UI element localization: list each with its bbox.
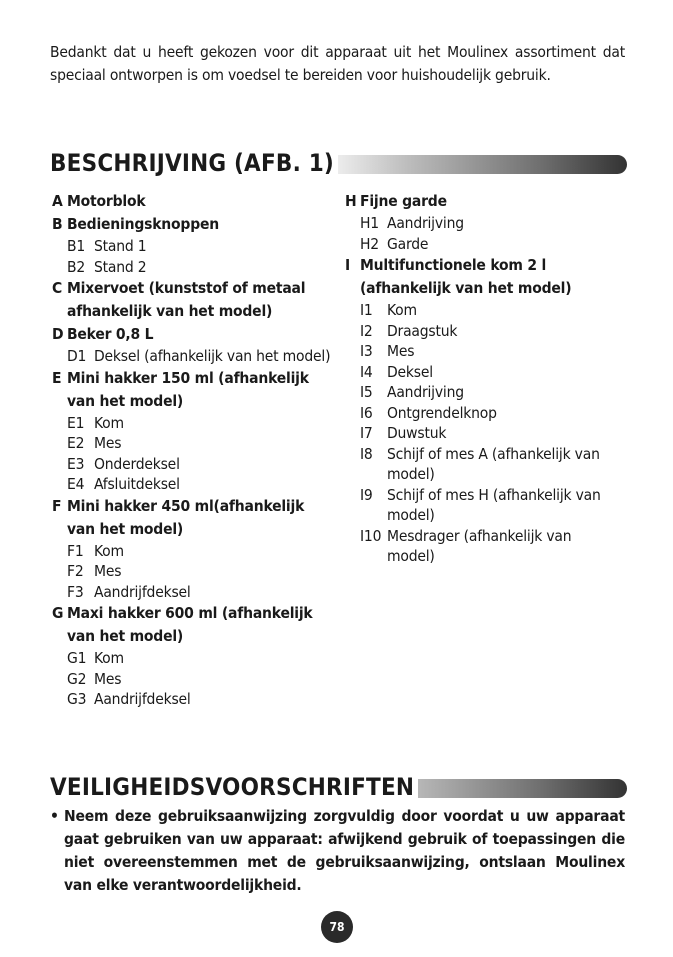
parts-list-left: [52, 190, 332, 710]
sub-part-e2: [52, 433, 332, 454]
sub-part-f3: [52, 582, 332, 603]
bullet: •: [50, 807, 59, 825]
sub-part-i2: [345, 321, 613, 342]
intro-paragraph: Bedankt dat u heeft gekozen voor dit apparaat uit het Moulinex assortiment dat speciaal ontworpen is om voedsel te bereiden voor huishoudelijk gebruik.: [50, 43, 625, 84]
sub-part-d1: [52, 346, 332, 367]
part-item-a: [52, 190, 332, 213]
page-number: 78: [321, 911, 353, 943]
sub-part-code: F1: [67, 541, 84, 560]
sub-part-code: G3: [67, 690, 87, 708]
sub-part-label: Mes: [94, 669, 122, 688]
sub-part-code: I5: [360, 383, 373, 401]
sub-part-label: Mesdrager (afhankelijk van model): [387, 526, 572, 565]
part-label: Bedieningsknoppen: [67, 215, 219, 233]
sub-part-i1: [345, 300, 613, 321]
sub-part-label: Kom: [94, 649, 124, 667]
sub-part-label: Kom: [94, 541, 124, 560]
part-item-b: [52, 213, 332, 236]
sub-part-label: Stand 2: [94, 257, 147, 276]
sub-part-code: E4: [67, 475, 85, 493]
sub-part-i9: [345, 485, 613, 526]
sub-part-e3: [52, 454, 332, 475]
sub-part-label: Draagstuk: [387, 321, 458, 340]
part-letter: I: [345, 256, 350, 274]
sub-part-code: I6: [360, 403, 373, 422]
sub-part-code: G2: [67, 669, 87, 688]
part-letter: E: [52, 368, 62, 387]
sub-part-code: F3: [67, 582, 84, 601]
description-heading-bar: [50, 149, 627, 179]
sub-part-label: Aandrijfdeksel: [94, 690, 191, 708]
sub-part-code: I10: [360, 526, 382, 545]
part-item-h: [345, 190, 613, 213]
sub-part-code: E3: [67, 454, 85, 473]
sub-part-code: H2: [360, 234, 379, 253]
part-label: Mixervoet (kunststof of metaal afhankelijk van het model): [67, 279, 306, 320]
part-letter: D: [52, 325, 64, 343]
sub-part-label: Deksel: [387, 362, 433, 381]
parts-list-right: [345, 190, 613, 567]
sub-part-code: E1: [67, 413, 85, 432]
part-letter: A: [52, 192, 63, 210]
sub-part-h1: [345, 213, 613, 234]
sub-part-code: B1: [67, 237, 86, 255]
sub-part-code: I4: [360, 362, 373, 381]
part-label: Beker 0,8 L: [67, 325, 154, 343]
sub-part-b1: [52, 236, 332, 257]
sub-part-label: Kom: [94, 413, 124, 432]
sub-part-g1: [52, 648, 332, 669]
sub-part-i4: [345, 362, 613, 383]
safety-heading-bar: [50, 773, 627, 803]
sub-part-i10: [345, 526, 613, 567]
sub-part-i8: [345, 444, 613, 485]
sub-part-code: B2: [67, 257, 86, 276]
sub-part-code: D1: [67, 347, 87, 365]
sub-part-label: Mes: [94, 434, 122, 452]
sub-part-label: Duwstuk: [387, 424, 447, 442]
sub-part-i5: [345, 382, 613, 403]
sub-part-label: Deksel (afhankelijk van het model): [94, 347, 331, 365]
description-heading: BESCHRIJVING (AFB. 1): [50, 148, 338, 178]
sub-part-label: Aandrijving: [387, 383, 464, 401]
sub-part-label: Aandrijving: [387, 214, 464, 232]
part-letter: B: [52, 215, 63, 233]
part-item-c: [52, 277, 332, 323]
sub-part-e1: [52, 413, 332, 434]
part-item-i: [345, 254, 613, 300]
sub-part-label: Garde: [387, 234, 429, 253]
sub-part-i7: [345, 423, 613, 444]
sub-part-code: G1: [67, 649, 87, 667]
sub-part-label: Mes: [387, 342, 415, 360]
sub-part-code: I8: [360, 444, 373, 463]
part-item-e: [52, 367, 332, 413]
part-letter: F: [52, 496, 62, 515]
sub-part-label: Ontgrendelknop: [387, 403, 497, 422]
safety-heading: VEILIGHEIDSVOORSCHRIFTEN: [50, 772, 418, 802]
sub-part-code: I2: [360, 321, 373, 340]
sub-part-code: H1: [360, 214, 379, 232]
part-letter: C: [52, 279, 63, 297]
safety-text: Neem deze gebruiksaanwijzing zorgvuldig door voordat u uw apparaat gaat gebruiken van uw apparaat: afwijkend gebruik of toepassingen die niet overeenstemmen met de gebruiksaanwijzing, ontslaan Moulinex van elke verantwoordelijkheid.: [64, 807, 625, 894]
sub-part-h2: [345, 234, 613, 255]
sub-part-b2: [52, 257, 332, 278]
safety-bullet-item: [50, 805, 625, 897]
part-label: Mini hakker 450 ml(afhankelijk van het model): [67, 496, 305, 538]
sub-part-code: I3: [360, 342, 373, 360]
part-letter: G: [52, 604, 64, 622]
part-label: Maxi hakker 600 ml (afhankelijk van het model): [67, 604, 313, 645]
sub-part-label: Stand 1: [94, 237, 147, 255]
sub-part-g3: [52, 689, 332, 710]
sub-part-f2: [52, 561, 332, 582]
sub-part-label: Aandrijfdeksel: [94, 582, 191, 601]
part-label: Motorblok: [67, 192, 146, 210]
part-letter: H: [345, 192, 357, 210]
part-item-f: [52, 495, 332, 541]
part-label: Multifunctionele kom 2 l (afhankelijk van het model): [360, 256, 572, 297]
part-label: Mini hakker 150 ml (afhankelijk van het model): [67, 368, 309, 410]
sub-part-code: I9: [360, 485, 373, 504]
sub-part-i6: [345, 403, 613, 424]
sub-part-label: Kom: [387, 301, 417, 319]
sub-part-label: Schijf of mes A (afhankelijk van model): [387, 444, 600, 483]
sub-part-label: Onderdeksel: [94, 454, 180, 473]
sub-part-code: I7: [360, 424, 373, 442]
sub-part-label: Afsluitdeksel: [94, 475, 180, 493]
sub-part-e4: [52, 474, 332, 495]
sub-part-g2: [52, 669, 332, 690]
sub-part-label: Schijf of mes H (afhankelijk van model): [387, 485, 601, 524]
sub-part-i3: [345, 341, 613, 362]
part-label: Fijne garde: [360, 192, 447, 210]
sub-part-code: I1: [360, 301, 373, 319]
sub-part-f1: [52, 541, 332, 562]
sub-part-label: Mes: [94, 562, 122, 580]
part-item-d: [52, 323, 332, 346]
part-item-g: [52, 602, 332, 648]
sub-part-code: F2: [67, 562, 84, 580]
sub-part-code: E2: [67, 434, 85, 452]
